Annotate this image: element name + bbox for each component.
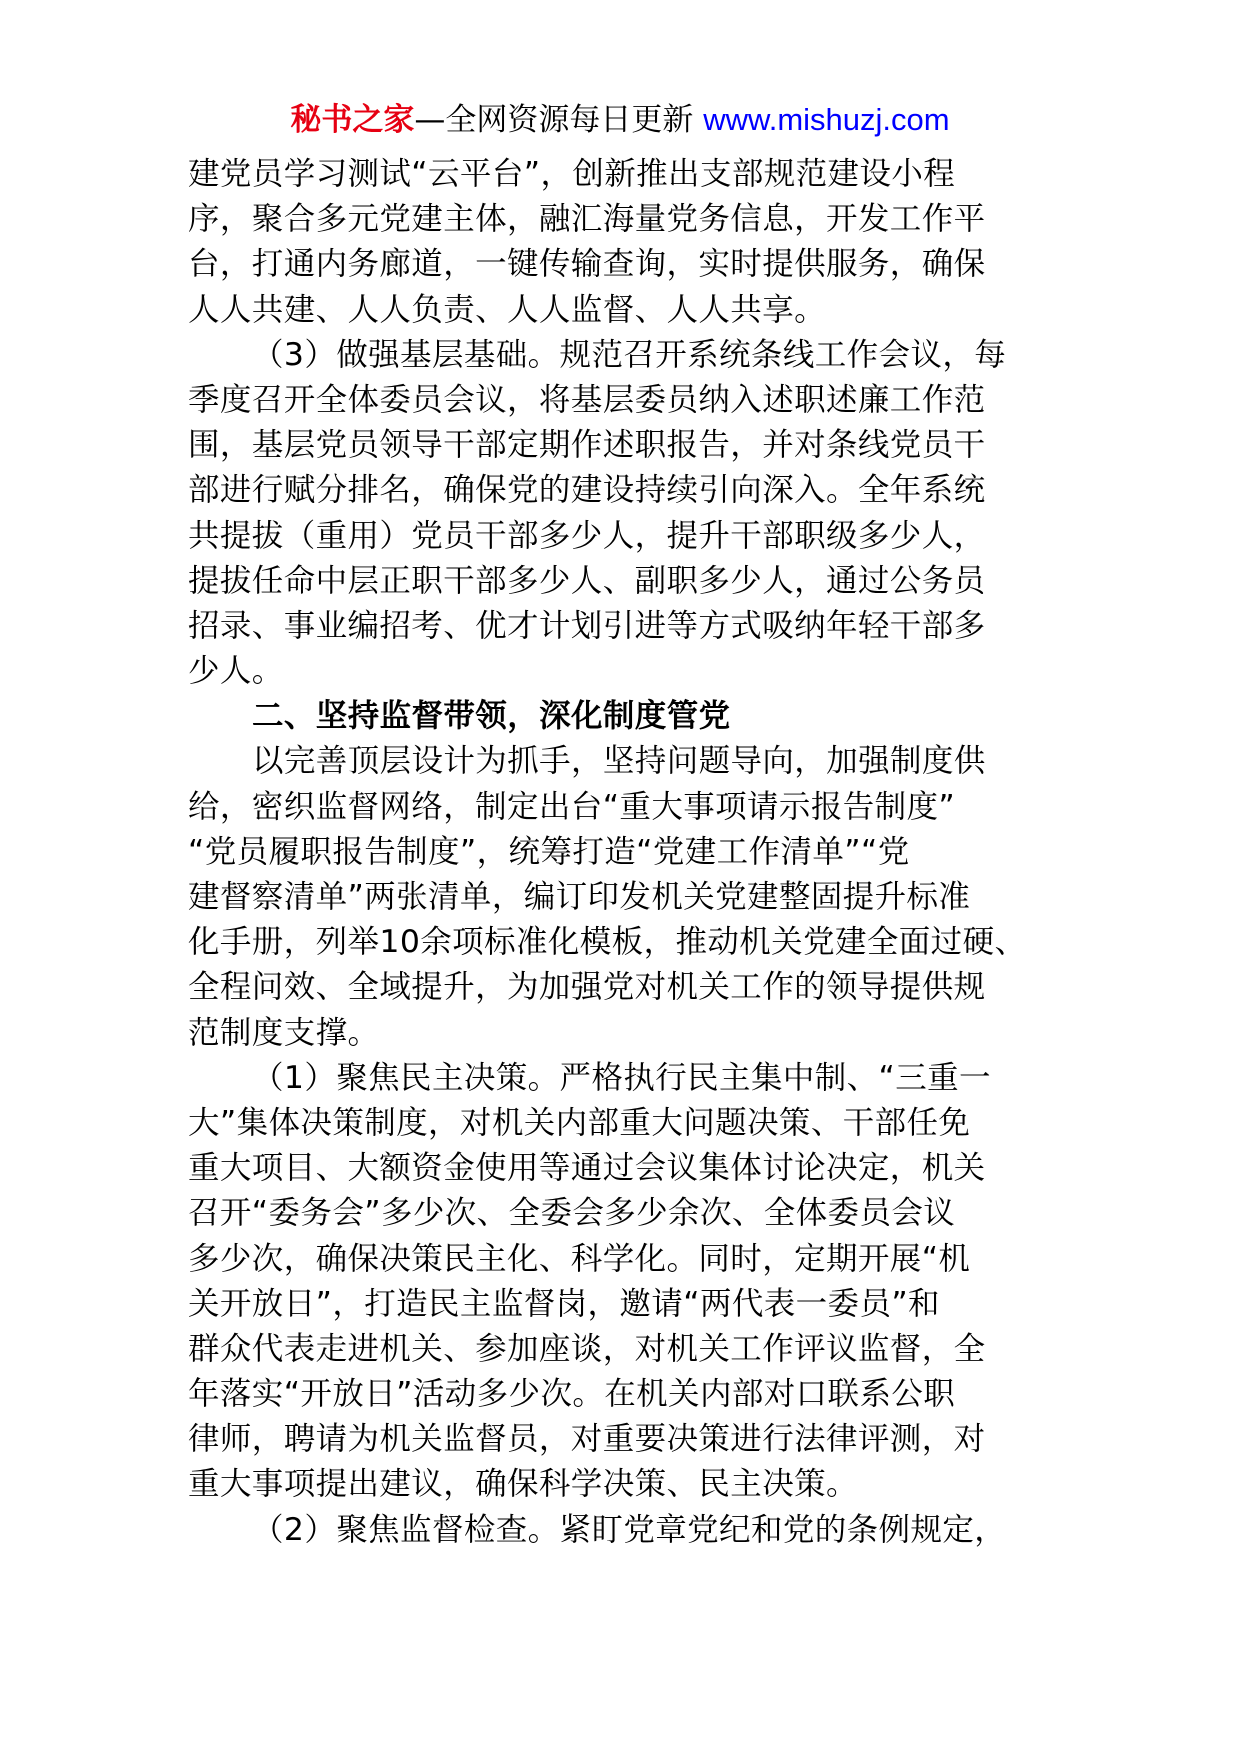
text-line: 律师，聘请为机关监督员，对重要决策进行法律评测，对 [188,1421,986,1458]
text-line: 多少次，确保决策民主化、科学化。同时，定期开展“机 [188,1240,971,1277]
text-line: 围，基层党员领导干部定期作述职报告，并对条线党员干 [188,427,986,464]
text-line: 以完善顶层设计为抓手，坚持问题导向，加强制度供 [252,743,986,780]
text-line: 台，打通内务廊道，一键传输查询，实时提供服务，确保 [188,246,986,283]
text-line: 提拔任命中层正职干部多少人、副职多少人，通过公务员 [188,562,986,599]
text-line: 全程问效、全域提升，为加强党对机关工作的领导提供规 [188,969,986,1006]
text-line: 少人。 [188,653,284,690]
text-line: 建督察清单”两张清单，编订印发机关党建整固提升标准 [188,879,971,915]
text-line: 范制度支撑。 [188,1014,380,1051]
text-line: 大”集体决策制度，对机关内部重大问题决策、干部任免 [188,1104,971,1141]
text-line: 人人共建、人人负责、人人监督、人人共享。 [188,291,827,328]
text-line: （2）聚焦监督检查。紧盯党章党纪和党的条例规定， [252,1511,1007,1548]
text-line: （1）聚焦民主决策。严格执行民主集中制、“三重一 [252,1059,991,1096]
text-line: （3）做强基层基础。规范召开系统条线工作会议，每 [252,336,1007,373]
text-line: 共提拔（重用）党员干部多少人，提升干部职级多少人， [188,517,986,554]
text-line: 年落实“开放日”活动多少次。在机关内部对口联系公职 [188,1376,956,1413]
text-line: 化手册，列举10余项标准化模板，推动机关党建全面过硬、 [188,924,1027,961]
site-url-link[interactable]: www.mishuzj.com [703,102,950,137]
text-line: 重大事项提出建议，确保科学决策、民主决策。 [188,1466,858,1503]
document-body [188,152,1068,1553]
text-line: 群众代表走进机关、参加座谈，对机关工作评议监督，全 [188,1330,986,1367]
text-line: 建党员学习测试“云平台”，创新推出支部规范建设小程 [188,156,956,192]
brand-name: 秘书之家 [290,102,415,138]
text-line: 关开放日”，打造民主监督岗，邀请“两代表一委员”和 [188,1285,940,1322]
text-line: 给，密织监督网络，制定出台“重大事项请示报告制度” [188,788,956,825]
text-line: 部进行赋分排名，确保党的建设持续引向深入。全年系统 [188,472,986,509]
page-header [0,100,1240,140]
text-line: 季度召开全体委员会议，将基层委员纳入述职述廉工作范 [188,381,986,418]
section-heading: 二、坚持监督带领，深化制度管党 [252,698,731,735]
text-line: “党员履职报告制度”，统筹打造“党建工作清单”“党 [188,833,910,870]
text-line: 序，聚合多元党建主体，融汇海量党务信息，开发工作平 [188,201,986,238]
text-line: 召开“委务会”多少次、全委会多少余次、全体委员会议 [188,1195,956,1232]
text-line: 重大项目、大额资金使用等通过会议集体讨论决定，机关 [188,1150,986,1187]
header-tagline: —全网资源每日更新 [414,102,704,138]
text-line: 招录、事业编招考、优才计划引进等方式吸纳年轻干部多 [188,607,986,644]
